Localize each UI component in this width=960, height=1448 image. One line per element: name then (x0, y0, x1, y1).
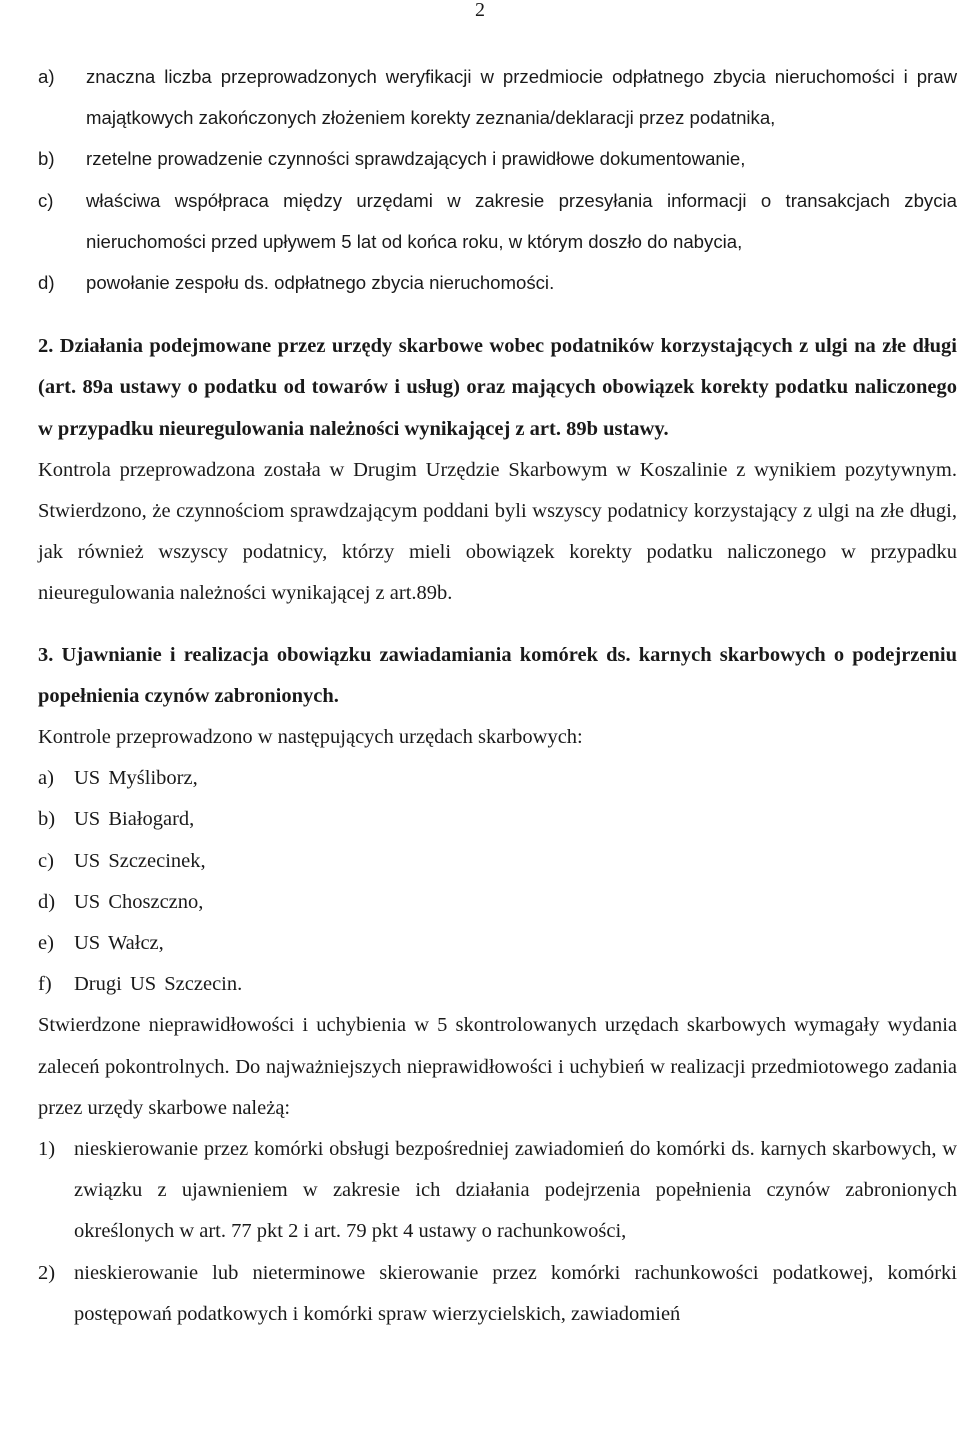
office-name: Drugi US Szczecin. (74, 973, 243, 996)
list-item-text: powołanie zespołu ds. odpłatnego zbycia nieruchomości. (86, 272, 555, 294)
list-marker: d) (38, 272, 55, 294)
office-name: US Choszczno, (74, 890, 204, 913)
section-2-heading: 2. Działania podejmowane przez urzędy skarbowe wobec podatników korzystających z ulgi na złe długi (art. 89a ustawy o podatku od towarów i usług) oraz mających obowiązek korekty podatku naliczonego w przypadku nieuregulowania należności wynikającej z art. 89b ustawy. (38, 335, 957, 440)
section-3-findings: Stwierdzone nieprawidłowości i uchybienia w 5 skontrolowanych urzędach skarbowych wymagały wydania zaleceń pokontrolnych. Do najważniejszych nieprawidłowości i uchybień w realizacji przedmiotowego zadania przez urzędy skarbowe należą: (38, 1014, 957, 1119)
list-marker: d) (38, 890, 56, 913)
office-item (38, 758, 957, 799)
section-2-body: Kontrola przeprowadzona została w Drugim Urzędzie Skarbowym w Koszalinie z wynikiem pozytywnym. Stwierdzono, że czynnościom sprawdzającym poddani byli wszyscy podatnicy korzystający z ulgi na złe długi, jak również wszyscy podatnicy, którzy mieli obowiązek korekty podatku naliczonego w przypadku nieuregulowania należności wynikającej z art.89b. (38, 458, 957, 605)
list-marker: 1) (38, 1138, 56, 1161)
office-item (38, 882, 957, 923)
section-3-intro: Kontrole przeprowadzono w następujących urzędach skarbowych: (38, 726, 583, 749)
page-content (38, 56, 957, 1335)
irregularity-item (38, 1129, 957, 1253)
list-marker: a) (38, 66, 55, 87)
office-name: US Myśliborz, (74, 767, 198, 790)
office-name: US Szczecinek, (74, 849, 206, 872)
top-list (38, 56, 957, 303)
office-name: US Białogard, (74, 808, 195, 831)
list-item (38, 138, 957, 179)
list-item-text: właściwa współpraca między urzędami w zakresie przesyłania informacji o transakcjach zbycia nieruchomości przed upływem 5 lat od końca roku, w którym doszło do nabycia, (86, 189, 957, 252)
list-marker: b) (38, 808, 56, 831)
office-item (38, 799, 957, 840)
list-item-text: rzetelne prowadzenie czynności sprawdzających i prawidłowe dokumentowanie, (86, 148, 746, 170)
list-item-text: znaczna liczba przeprowadzonych weryfikacji w przedmiocie odpłatnego zbycia nieruchomości i praw majątkowych zakończonych złożeniem korekty zeznania/deklaracji przez podatnika, (86, 66, 957, 129)
list-item (38, 262, 957, 303)
list-marker: a) (38, 767, 54, 790)
irregularity-text: nieskierowanie lub nieterminowe skierowanie przez komórki rachunkowości podatkowej, komórki postępowań podatkowych i komórki spraw wierzycielskich, zawiadomień (74, 1261, 957, 1325)
list-item (38, 56, 957, 138)
office-item (38, 923, 957, 964)
list-item (38, 180, 957, 262)
list-marker: 2) (38, 1261, 56, 1284)
list-marker: c) (38, 189, 54, 211)
office-name: US Wałcz, (74, 932, 164, 955)
irregularities-list (38, 1129, 957, 1335)
irregularity-item (38, 1253, 957, 1335)
list-marker: f) (38, 973, 52, 996)
page-number: 2 (475, 0, 485, 21)
office-item (38, 841, 957, 882)
office-item (38, 964, 957, 1005)
office-list (38, 758, 957, 1005)
irregularity-text: nieskierowanie przez komórki obsługi bezpośredniej zawiadomień do komórki ds. karnych skarbowych, w związku z ujawnieniem w zakresie ich działania podejrzenia popełnienia czynów zabronionych określonych w art. 77 pkt 2 i art. 79 pkt 4 ustawy o rachunkowości, (74, 1138, 957, 1243)
section-3-heading: 3. Ujawnianie i realizacja obowiązku zawiadamiania komórek ds. karnych skarbowych o podejrzeniu popełnienia czynów zabronionych. (38, 643, 957, 707)
list-marker: e) (38, 932, 54, 955)
list-marker: c) (38, 849, 54, 872)
list-marker: b) (38, 148, 55, 170)
